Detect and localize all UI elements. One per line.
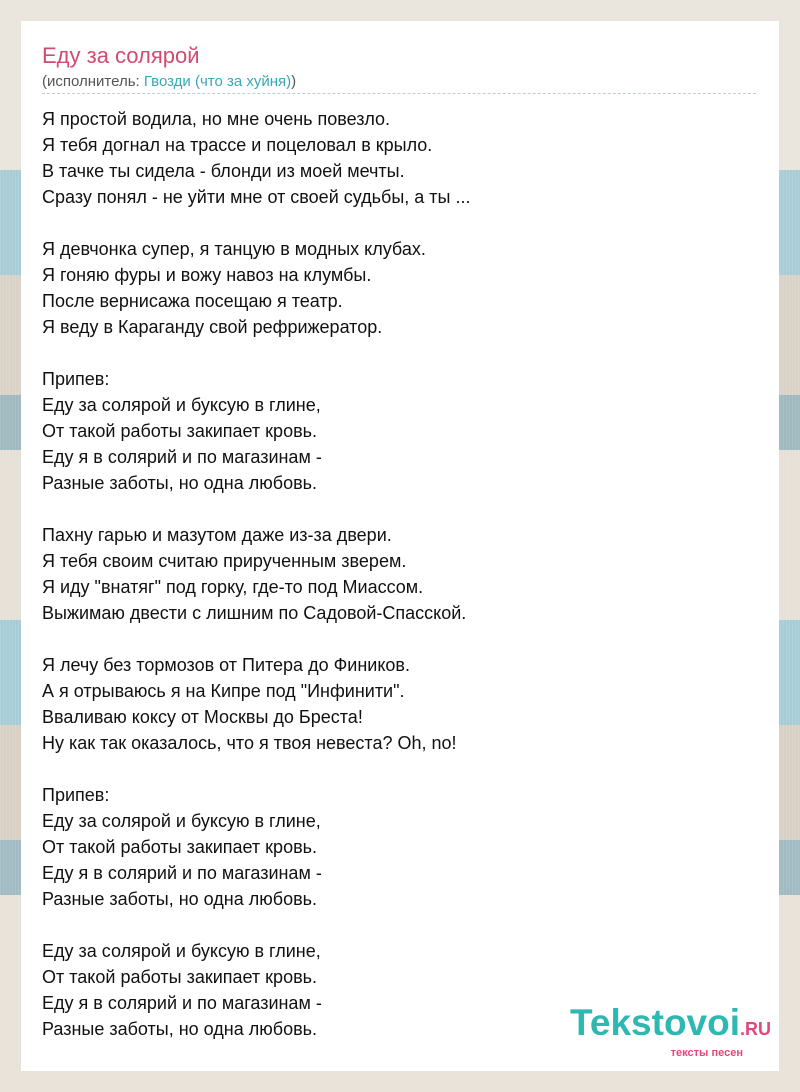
lyrics-card xyxy=(21,21,779,1071)
stanza-gap xyxy=(42,210,756,236)
lyric-line: Еду я в солярий и по магазинам - xyxy=(42,863,322,883)
artist-prefix: (исполнитель: xyxy=(42,73,144,90)
lyric-line: Я простой водила, но мне очень повезло. xyxy=(42,109,391,129)
lyric-line: Я девчонка супер, я танцую в модных клубах. xyxy=(42,239,426,259)
chorus-label: Припев: xyxy=(42,785,110,805)
lyric-line: Вваливаю коксу от Москвы до Бреста! xyxy=(42,707,363,727)
lyric-line: В тачке ты сидела - блонди из моей мечты. xyxy=(42,161,405,181)
lyric-line: Я тебя догнал на трассе и поцеловал в крыло. xyxy=(42,135,433,155)
stanza-gap xyxy=(42,496,756,522)
lyric-line: Еду за солярой и буксую в глине, xyxy=(42,395,321,415)
lyric-line: Я веду в Караганду свой рефрижератор. xyxy=(42,317,383,337)
lyric-line: От такой работы закипает кровь. xyxy=(42,837,318,857)
stanza-gap xyxy=(42,340,756,366)
lyric-line: Разные заботы, но одна любовь. xyxy=(42,473,318,493)
logo-main-text: Tekstovoi xyxy=(570,1002,740,1043)
lyric-line: Я тебя своим считаю прирученным зверем. xyxy=(42,551,407,571)
lyric-line: От такой работы закипает кровь. xyxy=(42,421,318,441)
lyric-line: Я гоняю фуры и вожу навоз на клумбы. xyxy=(42,265,372,285)
logo-domain: .RU xyxy=(740,1019,771,1039)
stanza-gap xyxy=(42,912,756,938)
artist-suffix: ) xyxy=(291,73,297,90)
stanza-gap xyxy=(42,626,756,652)
lyrics-text xyxy=(42,106,756,1042)
lyric-line: А я отрываюсь я на Кипре под "Инфинити". xyxy=(42,681,405,701)
lyric-line: Еду за солярой и буксую в глине, xyxy=(42,941,321,961)
logo-tagline: тексты песен xyxy=(670,1047,743,1059)
lyric-line: Сразу понял - не уйти мне от своей судьбы, а ты ... xyxy=(42,187,471,207)
stanza-gap xyxy=(42,756,756,782)
lyric-line: Я лечу без тормозов от Питера до Фиников. xyxy=(42,655,410,675)
lyric-line: Ну как так оказалось, что я твоя невеста? Oh, no! xyxy=(42,733,457,753)
lyric-line: После вернисажа посещаю я театр. xyxy=(42,291,343,311)
artist-link[interactable]: Гвозди (что за хуйня) xyxy=(143,73,292,90)
chorus-label: Припев: xyxy=(42,369,110,389)
lyric-line: Еду за солярой и буксую в глине, xyxy=(42,811,321,831)
logo-wordmark xyxy=(570,1002,771,1047)
song-title: Еду за солярой xyxy=(42,43,200,68)
lyric-line: Еду я в солярий и по магазинам - xyxy=(42,993,322,1013)
artist-line xyxy=(42,73,296,90)
site-logo[interactable] xyxy=(570,1002,771,1059)
lyric-line: Разные заботы, но одна любовь. xyxy=(42,889,318,909)
lyric-line: Разные заботы, но одна любовь. xyxy=(42,1019,318,1039)
lyric-line: От такой работы закипает кровь. xyxy=(42,967,318,987)
lyric-line: Еду я в солярий и по магазинам - xyxy=(42,447,322,467)
lyric-line: Пахну гарью и мазутом даже из-за двери. xyxy=(42,525,392,545)
divider xyxy=(42,93,756,94)
lyric-line: Выжимаю двести с лишним по Садовой-Спасской. xyxy=(42,603,467,623)
lyric-line: Я иду "внатяг" под горку, где-то под Миассом. xyxy=(42,577,424,597)
